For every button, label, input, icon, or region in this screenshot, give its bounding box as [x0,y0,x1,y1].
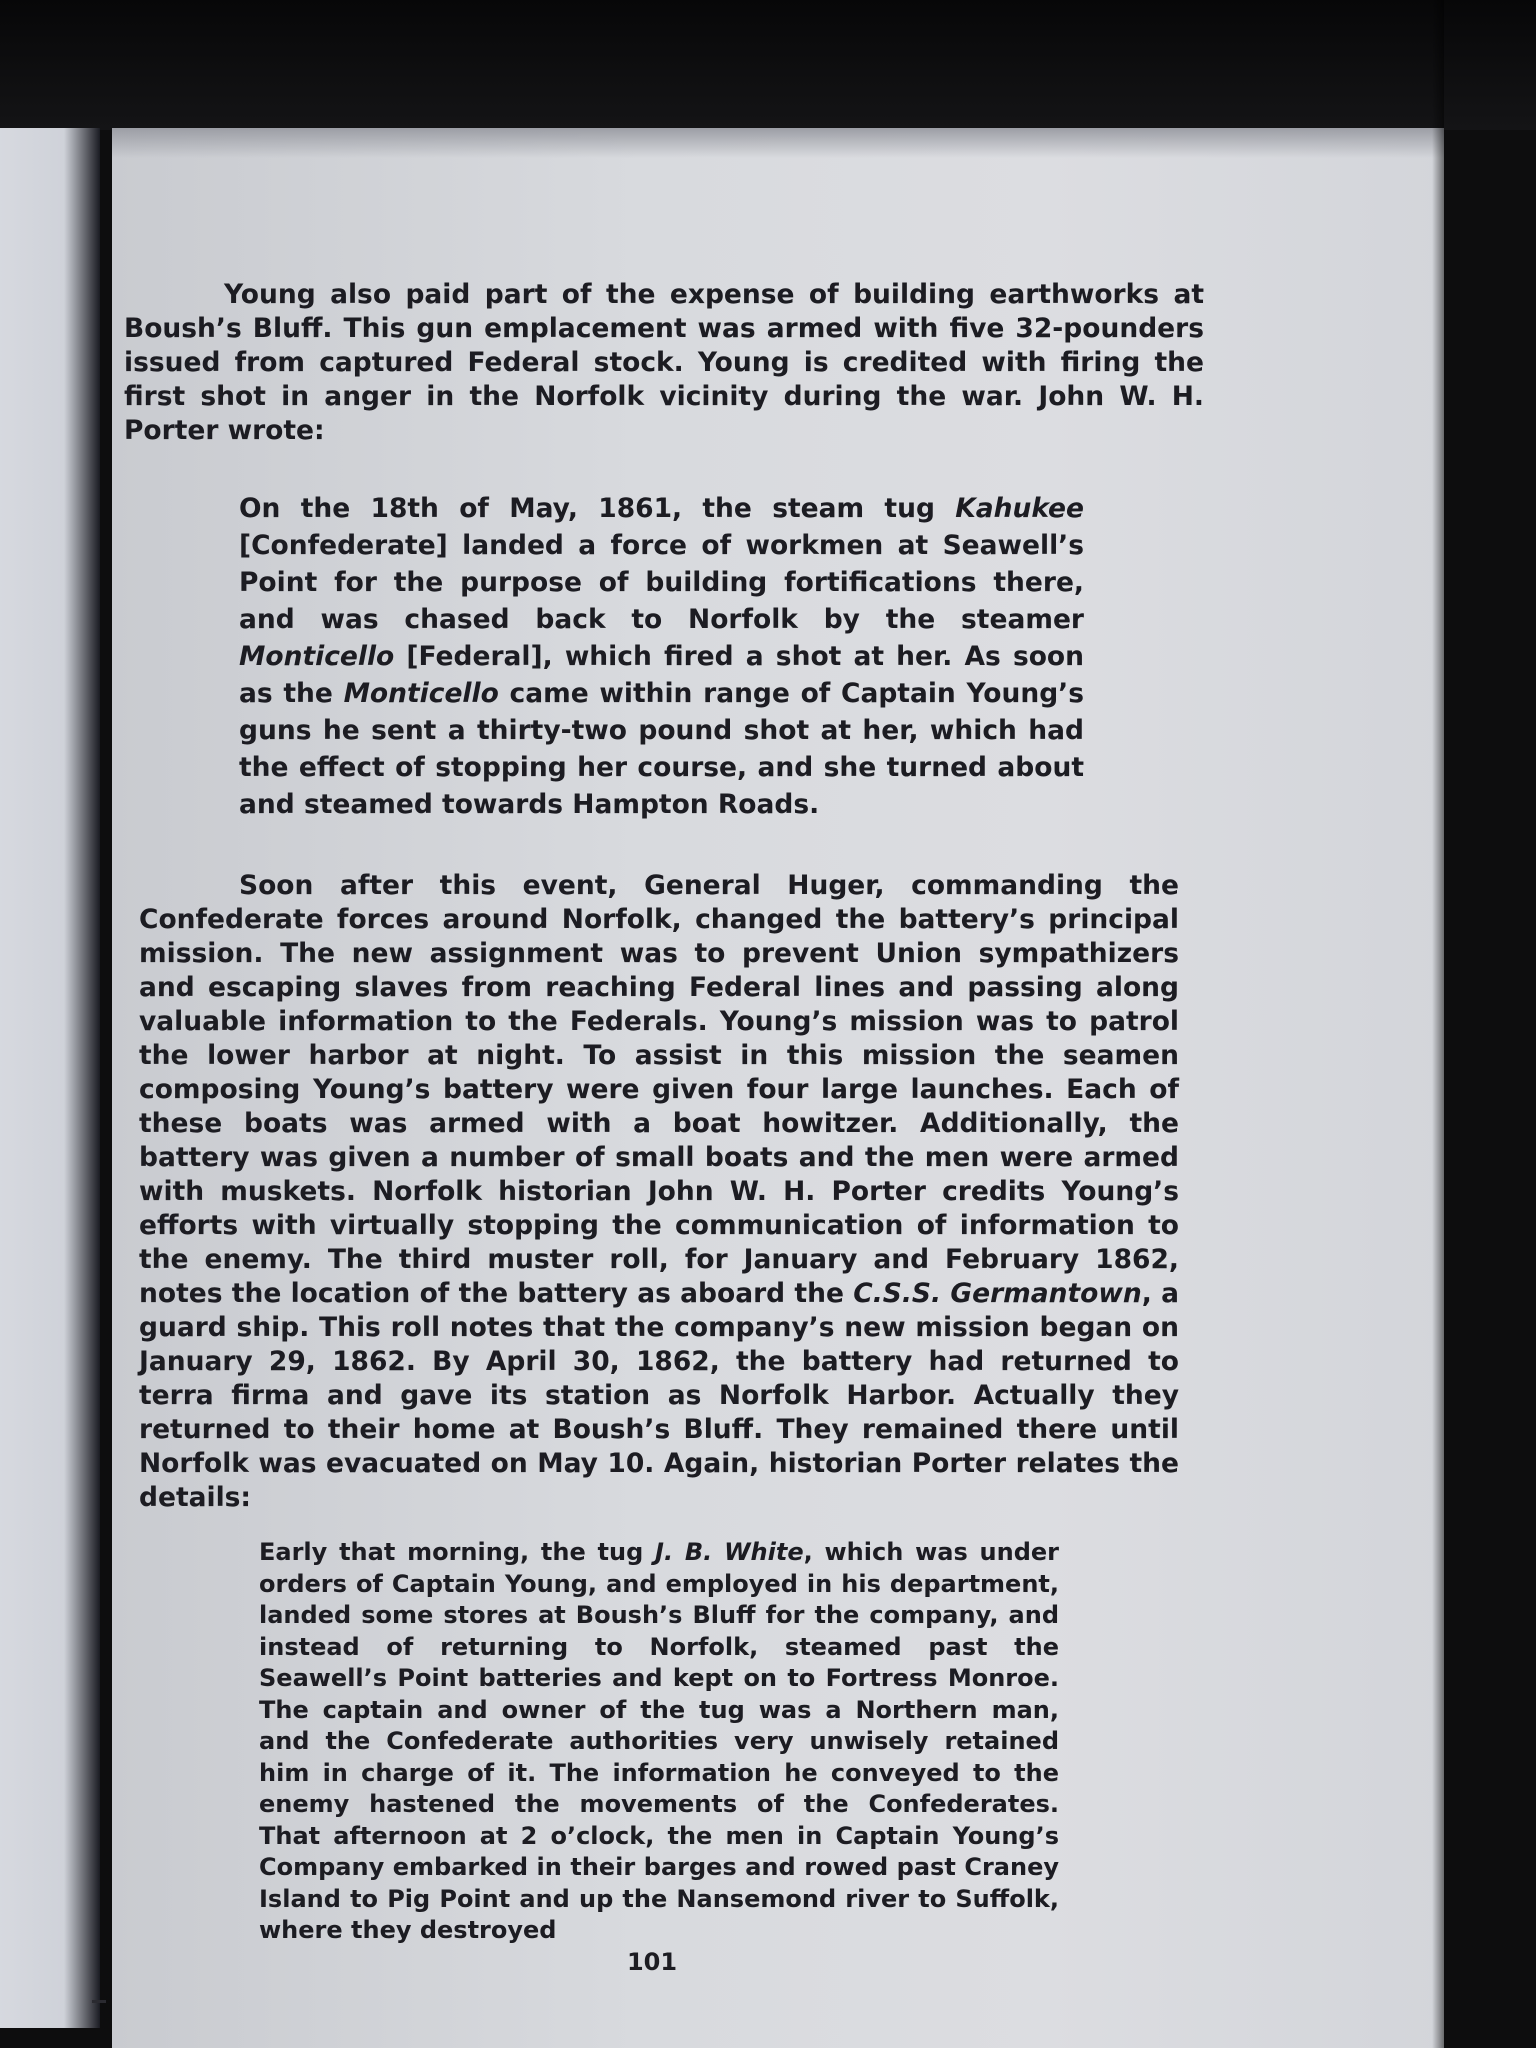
ship-name-monticello: Monticello [239,641,395,672]
quote-2-text-a: Early that morning, the tug [259,1538,656,1566]
quote-2-text-b: , which was under orders of Captain Young, and employed in his department, landed some stores at Boush’s Bluff for the company, and instead of returning to Norfolk, steamed past the Seawell’s Point batteries and kept on to Fortress Monroe. The captain and owner of the tug was a Northern man, and the Confederate authorities very unwisely retained him in charge of it. The information he conveyed to the enemy hastened the movements of the Confederates. That afternoon at 2 o’clock, the men in Captain Young’s Company embarked in their barges and rowed past Craney Island to Pig Point and up the Nansemond river to Suffolk, where they destroyed [259,1538,1059,1944]
block-quote-1 [239,490,1084,823]
page-body [124,278,1204,1947]
background-page [0,128,100,2028]
monitor-bezel [0,0,1536,130]
document-page [112,128,1444,2048]
corner-mark [92,2000,106,2003]
page-number: 101 [626,1948,678,1976]
paragraph-2 [139,869,1179,1515]
ship-name-kahukee: Kahukee [955,493,1084,524]
block-quote-2 [259,1537,1059,1947]
quote-1-text-c: [Federal], which fired a shot at her. As soon as the [239,641,1084,709]
ship-name-monticello-2: Monticello [343,678,499,709]
ship-name-germantown: C.S.S. Germantown [853,1278,1142,1309]
quote-1-text-a: On the 18th of May, 1861, the steam tug [239,493,956,524]
paragraph-1: Young also paid part of the expense of building earthworks at Boush’s Bluff. This gun emplacement was armed with five 32-pounders issued from captured Federal stock. Young is credited with firing the first shot in anger in the Norfolk vicinity during the war. John W. H. Porter wrote: [124,279,1204,446]
ship-name-jb-white: J. B. White [655,1538,804,1566]
quote-1-text-d: came within range of Captain Young’s guns he sent a thirty-two pound shot at her, which had the effect of stopping her course, and she turned about and steamed towards Hampton Roads. [239,678,1084,820]
paragraph-2-text-b: , a guard ship. This roll notes that the company’s new mission began on January 29, 1862. By April 30, 1862, the battery had returned to terra firma and gave its station as Norfolk Harbor. Actually they returned to their home at Boush’s Bluff. They remained there until Norfolk was evacuated on May 10. Again, historian Porter relates the details: [139,1278,1179,1513]
page-shadow [112,128,1444,158]
paragraph-2-text-a: Soon after this event, General Huger, commanding the Confederate forces around Norfolk, changed the battery’s principal mission. The new assignment was to prevent Union sympathizers and escaping slaves from reaching Federal lines and passing along valuable information to the Federals. Young’s mission was to patrol the lower harbor at night. To assist in this mission the seamen composing Young’s battery were given four large launches. Each of these boats was armed with a boat howitzer. Additionally, the battery was given a number of small boats and the men were armed with muskets. Norfolk historian John W. H. Porter credits Young’s efforts with virtually stopping the communication of information to the enemy. The third muster roll, for January and February 1862, notes the location of the battery as aboard the [139,870,1179,1309]
page-edge-shadow [1432,0,1444,2048]
quote-1-text-b: [Confederate] landed a force of workmen at Seawell’s Point for the purpose of building fortifications there, and was chased back to Norfolk by the steamer [239,530,1084,635]
